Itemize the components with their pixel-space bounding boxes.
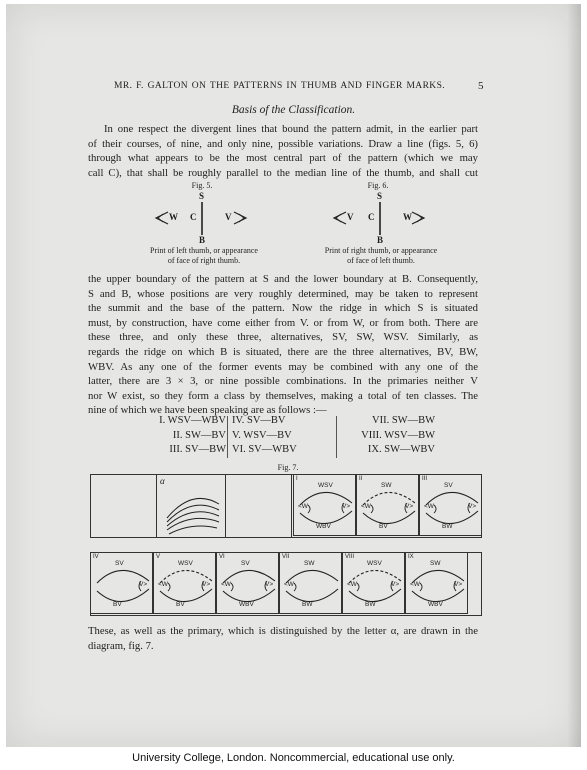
class-entry: VII. SW—BW <box>372 415 435 426</box>
cell-w-label: <W <box>361 503 371 510</box>
cell-number: II <box>359 476 363 482</box>
class-column-divider <box>227 416 228 458</box>
cell-v-label: V> <box>202 581 211 588</box>
class-column-1 <box>116 414 226 458</box>
cell-v-label: V> <box>265 581 274 588</box>
paragraph-line: These, as well as the primary, which is distinguished by the letter α, are drawn in the <box>88 625 478 637</box>
cell-top-label: SV <box>241 560 250 567</box>
fig6-note-line: Print of right thumb, or appearance <box>324 246 438 255</box>
fig5-w-label: W <box>169 212 178 222</box>
paragraph-line: nine of which we have been speaking are as follows :— <box>88 404 327 417</box>
paragraph-line: diagram, fig. 7. <box>88 639 154 652</box>
class-entry: IV. SV—BV <box>232 415 286 426</box>
cell-bottom-label: BV <box>379 523 388 530</box>
pattern-cell-iii <box>419 474 482 536</box>
scanned-page <box>6 4 581 747</box>
fig5-caption: Fig. 5. <box>191 181 213 190</box>
fig5-note-line: of face of right thumb. <box>167 256 241 265</box>
cell-bottom-label: BW <box>302 601 313 608</box>
fig6-s-label: S <box>377 191 383 201</box>
fig6-diagram <box>324 190 434 246</box>
cell-bottom-label: WBV <box>316 523 331 530</box>
paragraph-line: must, by construction, have come either from V. or from W, or from both. There are <box>88 316 478 329</box>
cell-v-label: V> <box>454 581 463 588</box>
paragraph-line: of their courses, of nine, and only nine, possible variations. Draw a line (figs. 5, 6) <box>88 137 478 150</box>
cell-number: I <box>296 476 298 482</box>
fig6-b-label: B <box>377 235 384 245</box>
cell-top-label: SW <box>430 560 441 567</box>
class-entry: VI. SV—WBV <box>232 444 297 456</box>
cell-w-label: <W <box>221 581 231 588</box>
paragraph-line: through what appears to be the most central part of the pattern (which we may <box>88 152 478 165</box>
pattern-cell-ix <box>405 552 468 614</box>
class-column-divider <box>336 416 337 458</box>
fig5-b-label: B <box>199 235 206 245</box>
pattern-cell-viii <box>342 552 405 614</box>
fig5-diagram <box>146 190 256 246</box>
paragraph-line: In one respect the divergent lines that bound the pattern admit, in the earlier part <box>104 123 478 135</box>
class-entry: VIII. WSV—BW <box>361 429 435 441</box>
page-number: 5 <box>478 80 484 92</box>
cell-v-label: V> <box>391 581 400 588</box>
pattern-cell-i <box>293 474 356 536</box>
class-entry: IX. SW—WBV <box>367 444 435 456</box>
cell-number: VII <box>282 554 290 560</box>
paragraph-2 <box>88 272 478 418</box>
fig5-note-line: Print of left thumb, or appearance <box>150 246 258 255</box>
paragraph-line: the upper boundary of the pattern at S and the lower boundary at B. Consequently, <box>88 273 478 285</box>
paragraph-line: WBV. As any one of the former events may be combined with any one of the <box>88 360 478 373</box>
running-header: MR. F. GALTON ON THE PATTERNS IN THUMB AND FINGER MARKS. <box>114 81 446 91</box>
cell-top-label: WSV <box>178 560 193 567</box>
fig5-note <box>114 246 294 266</box>
cell-top-label: WSV <box>318 482 333 489</box>
pattern-cell-ii <box>356 474 419 536</box>
paragraph-line: S and B, whose positions are very roughly determined, may be taken to represent <box>88 287 478 300</box>
cell-number: VIII <box>345 554 355 560</box>
cell-number: V <box>156 554 161 560</box>
fig7-diagram <box>90 474 482 617</box>
cell-bottom-label: BV <box>113 601 122 608</box>
pattern-cell-v <box>153 552 216 614</box>
paragraph-line: call C), that shall be roughly parallel to the median line of the thumb, and shall cut <box>88 166 478 179</box>
primary-pattern-drawing <box>157 474 227 538</box>
cell-bottom-label: BW <box>365 601 376 608</box>
class-column-2 <box>232 414 297 458</box>
fig7-caption: Fig. 7. <box>277 463 299 472</box>
fig6-caption: Fig. 6. <box>367 181 389 190</box>
alpha-label: α <box>160 476 165 486</box>
cell-w-label: <W <box>284 581 294 588</box>
fig7-primary-cell <box>156 474 226 538</box>
cell-number: III <box>422 476 428 482</box>
pattern-cell-vi <box>216 552 279 614</box>
cell-number: IV <box>93 554 99 560</box>
fig6-note-line: of face of left thumb. <box>347 256 415 265</box>
class-entry: III. SV—BW <box>169 444 226 456</box>
cell-v-label: V> <box>405 503 414 510</box>
cell-bottom-label: BV <box>176 601 185 608</box>
cell-w-label: <W <box>410 581 420 588</box>
cell-top-label: SV <box>444 482 453 489</box>
cell-w-label: <W <box>158 581 168 588</box>
class-column-3 <box>339 414 435 458</box>
pattern-cell-vii <box>279 552 342 614</box>
cell-top-label: WSV <box>367 560 382 567</box>
cell-w-label: <W <box>347 581 357 588</box>
paragraph-line: latter, there are 3 × 3, or nine possible combinations. In the primaries neither V <box>88 375 478 388</box>
fig5-s-label: S <box>199 191 205 201</box>
cell-bottom-label: BW <box>442 523 453 530</box>
cell-v-label: V> <box>468 503 477 510</box>
fig5-c-label: C <box>190 212 197 222</box>
fig6-w-label: W <box>403 212 412 222</box>
cell-top-label: SW <box>304 560 315 567</box>
paragraph-line: these three, and only these three, alternatives, SV, SW, WSV. Similarly, as <box>88 331 478 344</box>
paragraph-line: regards the ridge on which B is situated, there are the three alternatives, BV, BW, <box>88 345 478 358</box>
class-entry: I. WSV—WBV <box>159 415 226 426</box>
fig6-c-label: C <box>368 212 375 222</box>
cell-w-label: <W <box>298 503 308 510</box>
cell-bottom-label: WBV <box>239 601 254 608</box>
cell-v-label: V> <box>139 581 148 588</box>
class-entry: II. SW—BV <box>172 429 226 441</box>
cell-top-label: SW <box>381 482 392 489</box>
class-entry: V. WSV—BV <box>232 429 292 441</box>
pattern-cell-iv <box>90 552 153 614</box>
cell-w-label: <W <box>424 503 434 510</box>
fig7-empty-cell <box>225 474 292 538</box>
section-title: Basis of the Classification. <box>231 104 356 116</box>
paragraph-line: nor W exist, so they form a class by themselves, making a total of ten classes. The <box>88 389 478 402</box>
paragraph-3 <box>88 624 478 653</box>
cell-bottom-label: WBV <box>428 601 443 608</box>
cell-number: VI <box>219 554 225 560</box>
cell-number: IX <box>408 554 414 560</box>
cell-v-label: V> <box>342 503 351 510</box>
copyright-footer: University College, London. Noncommercial, educational use only. <box>132 752 455 764</box>
cell-top-label: SV <box>115 560 124 567</box>
fig5-v-label: V <box>225 212 232 222</box>
paragraph-1 <box>88 122 478 180</box>
paragraph-line: the summit and the base of the pattern. Now the ridge in which S is situated <box>88 302 478 315</box>
fig6-v-label: V <box>347 212 354 222</box>
fig6-note <box>291 246 471 266</box>
